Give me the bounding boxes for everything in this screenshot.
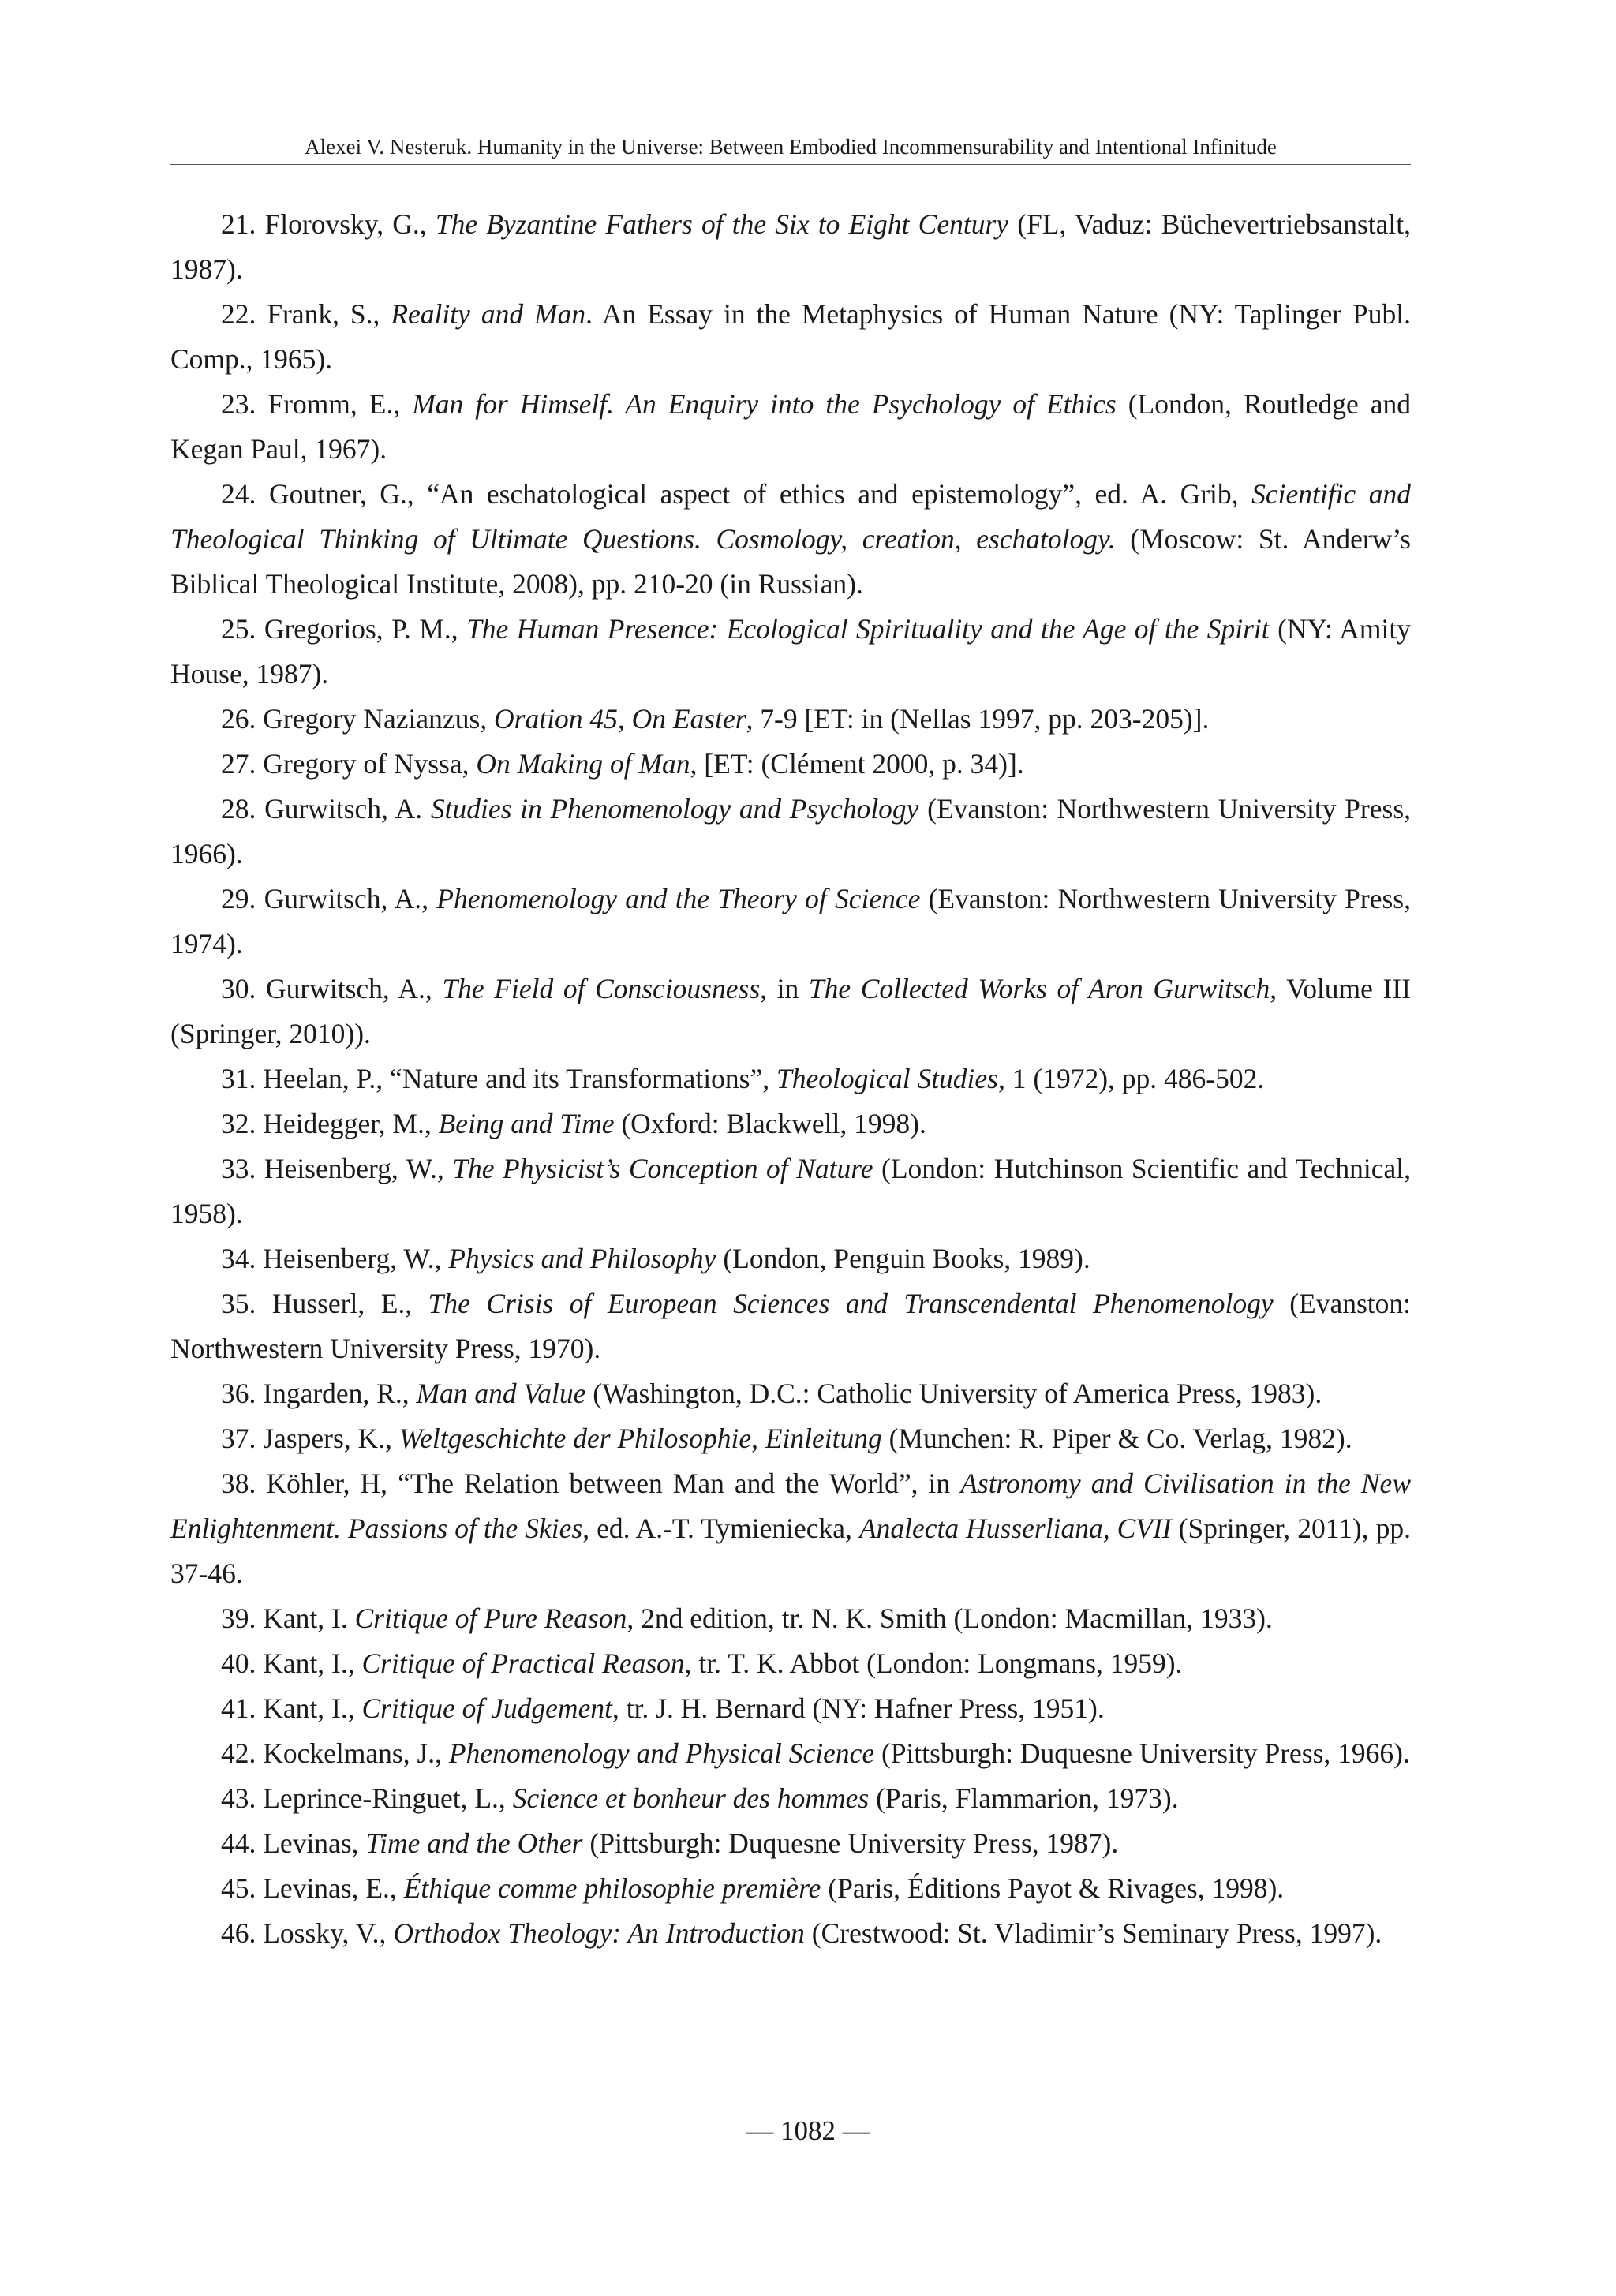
reference-text: (London: Hutchinson Scientific and Technical, 1958). [170, 1153, 1412, 1229]
reference-number: 36. [221, 1378, 256, 1409]
reference-number: 22. [221, 298, 256, 330]
reference-title: Studies in Phenomenology and Psychology [430, 793, 919, 825]
reference-text: Leprince-Ringuet, L., [263, 1782, 513, 1814]
reference-number: 44. [221, 1827, 256, 1859]
reference-item [170, 1146, 1411, 1236]
reference-title: The Crisis of European Sciences and Transcendental Phenomenology [428, 1288, 1274, 1319]
reference-number: 28. [221, 793, 256, 825]
reference-text: , tr. T. K. Abbot (London: Longmans, 1959). [684, 1647, 1183, 1679]
reference-title: The Byzantine Fathers of the Six to Eight Century [435, 208, 1009, 240]
reference-item [170, 1371, 1411, 1416]
reference-item [170, 787, 1411, 877]
reference-text: Heisenberg, W., [264, 1153, 453, 1184]
reference-item [170, 1866, 1411, 1911]
reference-number: 25. [221, 613, 256, 645]
reference-list [170, 202, 1411, 1956]
reference-text: (Evanston: Northwestern University Press, 1966). [170, 793, 1412, 869]
reference-title: The Field of Consciousness [442, 973, 761, 1004]
reference-title: Critique of Judgement [361, 1692, 612, 1724]
reference-text: (FL, Vaduz: Büchevertriebsanstalt, 1987). [170, 208, 1412, 285]
reference-item [170, 1821, 1411, 1866]
reference-text: , [ET: (Clément 2000, p. 34)]. [690, 748, 1024, 780]
reference-text: (Moscow: St. Anderw’s Biblical Theological Institute, 2008), pp. 210-20 (in Russian). [170, 523, 1411, 600]
reference-number: 39. [221, 1602, 256, 1634]
reference-number: 32. [221, 1108, 256, 1139]
reference-text: Gregory of Nyssa, [263, 748, 477, 780]
reference-title: Reality and Man [391, 298, 586, 330]
reference-title: Time and the Other [365, 1827, 583, 1859]
reference-number: 26. [221, 703, 256, 735]
reference-title: The Collected Works of Aron Gurwitsch [808, 973, 1270, 1004]
reference-text: Kant, I., [263, 1647, 362, 1679]
reference-number: 29. [221, 883, 256, 914]
reference-item [170, 1056, 1411, 1101]
reference-number: 43. [221, 1782, 256, 1814]
reference-number: 34. [221, 1243, 256, 1274]
reference-text: Heidegger, M., [263, 1108, 439, 1139]
reference-item [170, 967, 1411, 1056]
reference-title: Being and Time [438, 1108, 615, 1139]
reference-item [170, 1416, 1411, 1461]
reference-text: (Washington, D.C.: Catholic University of America Press, 1983). [585, 1378, 1322, 1409]
reference-text: Levinas, [263, 1827, 366, 1859]
reference-text: Gurwitsch, A., [264, 883, 437, 914]
reference-text: (Pittsburgh: Duquesne University Press, 1987). [582, 1827, 1119, 1859]
reference-text: Kockelmans, J., [263, 1737, 449, 1769]
reference-title: The Human Presence: Ecological Spirituality and the Age of the Spirit [466, 613, 1270, 645]
reference-text: . An Essay in the Metaphysics of Human Nature (NY: Taplinger Publ. Comp., 1965). [170, 298, 1412, 375]
reference-item [170, 1911, 1411, 1956]
reference-text: Gurwitsch, A., [266, 973, 443, 1004]
reference-number: 46. [221, 1917, 256, 1949]
reference-title: , Oration 45, On Easter [480, 703, 746, 735]
reference-text: Levinas, E., [263, 1872, 404, 1904]
reference-text: , in [760, 973, 809, 1004]
reference-title: Orthodox Theology: An Introduction [393, 1917, 805, 1949]
reference-item [170, 1281, 1411, 1371]
reference-title: Man and Value [416, 1378, 586, 1409]
running-title: Alexei V. Nesteruk. Humanity in the Universe: Between Embodied Incommensurability and Intentional Infinitude [305, 135, 1277, 159]
reference-number: 21. [221, 208, 256, 240]
reference-item [170, 1236, 1411, 1281]
reference-text: (Evanston: Northwestern University Press, 1970). [170, 1288, 1411, 1364]
reference-number: 38. [221, 1468, 256, 1499]
reference-item [170, 1776, 1411, 1821]
reference-text: , Volume III (Springer, 2010)). [170, 973, 1412, 1049]
reference-title: Critique of Practical Reason [361, 1647, 685, 1679]
reference-text: , [751, 1423, 765, 1454]
reference-number: 24. [221, 478, 256, 510]
reference-text: Gregorios, P. M., [264, 613, 467, 645]
reference-text: (Evanston: Northwestern University Press, 1974). [170, 883, 1411, 959]
reference-number: 35. [221, 1288, 256, 1319]
reference-text: , tr. J. H. Bernard (NY: Hafner Press, 1951). [612, 1692, 1105, 1724]
reference-text: (Munchen: R. Piper & Co. Verlag, 1982). [881, 1423, 1352, 1454]
reference-text: (Springer, 2011), pp. 37-46. [170, 1513, 1411, 1589]
reference-text: (London, Penguin Books, 1989). [716, 1243, 1090, 1274]
reference-text: Fromm, E., [267, 388, 413, 420]
reference-title: Phenomenology and Physical Science [448, 1737, 875, 1769]
reference-title: Physics and Philosophy [448, 1243, 716, 1274]
reference-number: 45. [221, 1872, 256, 1904]
reference-item [170, 472, 1411, 607]
reference-item [170, 607, 1411, 697]
reference-text: (Oxford: Blackwell, 1998). [614, 1108, 926, 1139]
reference-item [170, 202, 1411, 292]
reference-title: Scientific and Theological Thinking of Ultimate Questions. Cosmology, creation, eschatology. [170, 478, 1412, 555]
reference-title: Critique of Pure Reason [354, 1602, 627, 1634]
reference-title: The Physicist’s Conception of Nature [452, 1153, 873, 1184]
reference-text: Gurwitsch [264, 793, 381, 825]
reference-text: Heelan, P., “Nature and its Transformations”, [263, 1063, 776, 1094]
reference-title: Einleitung [765, 1423, 882, 1454]
reference-item [170, 292, 1411, 382]
reference-title: Theological Studies [776, 1063, 998, 1094]
reference-text: Köhler, H, “The Relation between Man and the World”, in [266, 1468, 961, 1499]
reference-item [170, 1686, 1411, 1731]
reference-text: , ed. A.-T. Tymieniecka, [582, 1513, 859, 1544]
reference-text: Jaspers, K., [263, 1423, 399, 1454]
reference-text: Kant, I. [263, 1602, 355, 1634]
reference-text: (Paris, Flammarion, 1973). [869, 1782, 1179, 1814]
reference-text: , 2nd edition, tr. N. K. Smith (London: Macmillan, 1933). [627, 1602, 1273, 1634]
reference-text: (Crestwood: St. Vladimir’s Seminary Press, 1997). [804, 1917, 1382, 1949]
reference-number: 37. [221, 1423, 256, 1454]
reference-item [170, 697, 1411, 742]
reference-item [170, 877, 1411, 967]
reference-title: Phenomenology and the Theory of Science [436, 883, 921, 914]
reference-text: (Pittsburgh: Duquesne University Press, 1966). [874, 1737, 1410, 1769]
reference-title: Science et bonheur des hommes [512, 1782, 870, 1814]
reference-item [170, 1461, 1411, 1596]
reference-number: 40. [221, 1647, 256, 1679]
reference-text: (London, Routledge and Kegan Paul, 1967). [170, 388, 1411, 465]
reference-text: (NY: Amity House, 1987). [170, 613, 1412, 690]
reference-item [170, 1641, 1411, 1686]
reference-number: 42. [221, 1737, 256, 1769]
reference-item [170, 1101, 1411, 1146]
reference-title: Man for Himself. An Enquiry into the Psychology of Ethics [412, 388, 1117, 420]
reference-item [170, 742, 1411, 787]
reference-number: 30. [221, 973, 256, 1004]
reference-text: , 1 (1972), pp. 486-502. [998, 1063, 1265, 1094]
reference-text: Husserl, E., [271, 1288, 428, 1319]
reference-text: A. [387, 793, 431, 825]
reference-text: Florovsky, G., [264, 208, 436, 240]
reference-title: Weltgeschichte der Philosophie [398, 1423, 752, 1454]
reference-title: , [381, 793, 388, 825]
reference-text: Heisenberg, W., [263, 1243, 449, 1274]
reference-title: Astronomy and Civilisation in the New Enlightenment. Passions of the Skies [170, 1468, 1411, 1544]
page-number: — 1082 — [746, 2115, 870, 2146]
reference-number: 33. [221, 1153, 256, 1184]
reference-number: 41. [221, 1692, 256, 1724]
reference-number: 31. [221, 1063, 256, 1094]
reference-number: 23. [221, 388, 256, 420]
reference-title: Analecta Husserliana, CVII [858, 1513, 1172, 1544]
reference-item [170, 382, 1411, 472]
reference-text: Kant, I., [263, 1692, 362, 1724]
reference-text: (Paris, Éditions Payot & Rivages, 1998). [821, 1872, 1285, 1904]
reference-item [170, 1731, 1411, 1776]
running-header [170, 131, 1411, 165]
reference-text: Frank, S., [267, 298, 391, 330]
reference-text: Gregory Nazianzus [263, 703, 481, 735]
reference-text: , 7-9 [ET: in (Nellas 1997, pp. 203-205)]. [746, 703, 1210, 735]
reference-text: Goutner, G., “An eschatological aspect of ethics and epistemology”, ed. A. Grib, [268, 478, 1252, 510]
reference-text: Ingarden, R., [263, 1378, 417, 1409]
reference-item [170, 1596, 1411, 1641]
reference-text: Lossky, V., [263, 1917, 394, 1949]
reference-title: Éthique comme philosophie première [403, 1872, 821, 1904]
reference-number: 27. [221, 748, 256, 780]
reference-title: On Making of Man [476, 748, 690, 780]
